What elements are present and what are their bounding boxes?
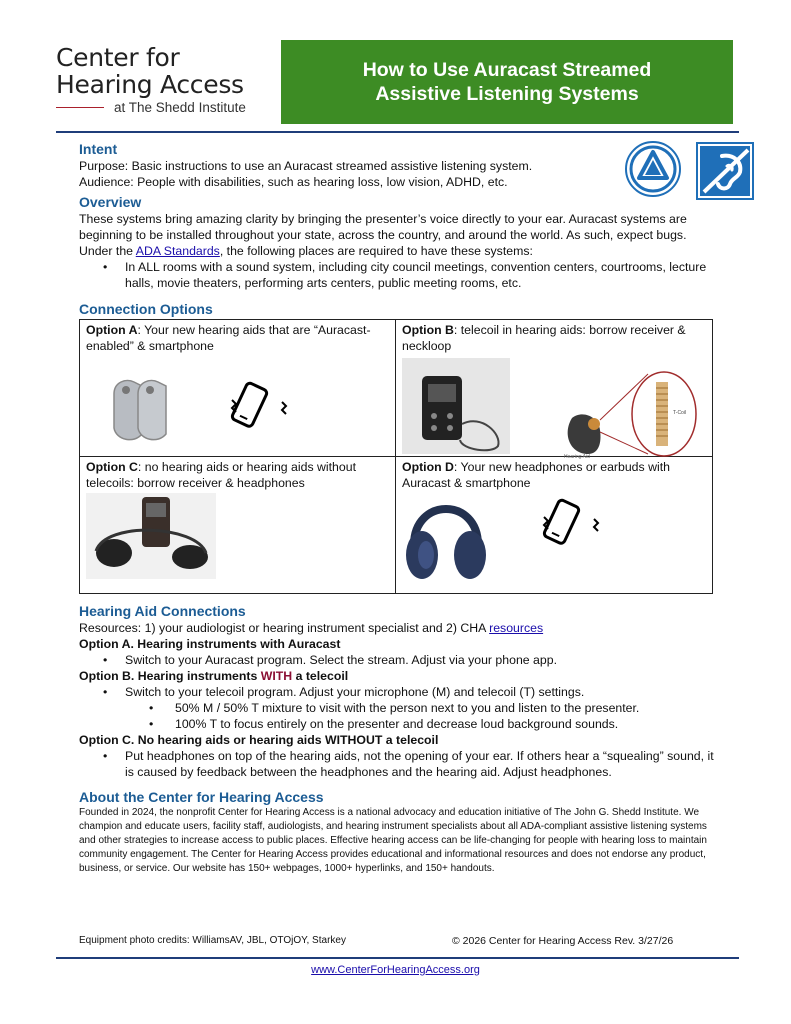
hac-option-b-sub-2: • 100% T to focus entirely on the presenter and decrease loud background sounds. <box>175 716 719 732</box>
hac-heading: Hearing Aid Connections <box>79 603 246 619</box>
intent-heading: Intent <box>79 141 118 157</box>
copyright: © 2026 Center for Hearing Access Rev. 3/27/26 <box>452 935 674 947</box>
receiver-with-headphones-image <box>86 493 216 579</box>
receiver-with-neckloop-image <box>402 358 510 454</box>
hearing-aids-image <box>114 381 166 440</box>
hac-option-b-heading: Option B. Hearing instruments WITH a telecoil <box>79 669 349 683</box>
logo-line-1: Center for <box>56 43 180 72</box>
title-banner <box>281 40 733 124</box>
ada-standards-link[interactable]: ADA Standards <box>135 244 220 258</box>
footer <box>0 964 791 976</box>
connection-options-table <box>79 319 713 594</box>
overview-bullet: • In ALL rooms with a sound system, including city council meetings, convention centers, courtrooms, lecture halls, movie theaters, performing arts centers, public meeting rooms, etc. <box>125 259 719 291</box>
photo-credits: Equipment photo credits: WilliamsAV, JBL, OTOjOY, Starkey <box>79 935 346 946</box>
resources-link[interactable]: resources <box>489 621 544 635</box>
bottom-rule <box>56 957 739 959</box>
about-section <box>79 788 719 876</box>
hac-option-c-bullet: • Put headphones on top of the hearing aids, not the opening of your ear. If others hear a “squealing” sound, it is caused by feedback between the headphones and the hearing aid. Adjust headphones. <box>125 748 719 780</box>
overview-section <box>79 193 719 291</box>
option-c-cell: Option C: no hearing aids or hearing aids without telecoils: borrow receiver & headphones <box>80 457 396 594</box>
hac-option-c-heading: Option C. No hearing aids or hearing aids WITHOUT a telecoil <box>79 733 439 747</box>
option-d-cell: Option D: Your new headphones or earbuds with Auracast & smartphone <box>396 457 713 594</box>
title-line-2: Assistive Listening Systems <box>375 83 639 105</box>
logo-line-2: Hearing Access <box>56 70 244 99</box>
hac-option-b-bullet: • Switch to your telecoil program. Adjust your microphone (M) and telecoil (T) settings. <box>125 684 719 700</box>
connection-heading: Connection Options <box>79 301 213 317</box>
hearing-aid-caption: Hearing Aid <box>564 454 590 460</box>
option-b-cell: Option B: telecoil in hearing aids: borrow receiver & neckloop Hearing Aid T-Coil <box>396 320 713 457</box>
hac-option-a-heading: Option A. Hearing instruments with Auracast <box>79 637 341 651</box>
hac-option-a-bullet: • Switch to your Auracast program. Select the stream. Adjust via your phone app. <box>125 652 719 668</box>
website-link[interactable]: www.CenterForHearingAccess.org <box>311 964 480 976</box>
intent-audience: Audience: People with disabilities, such as hearing loss, low vision, ADHD, etc. <box>79 175 508 189</box>
option-a-cell: Option A: Your new hearing aids that are “Auracast-enabled” & smartphone <box>80 320 396 457</box>
hac-resources: Resources: 1) your audiologist or hearing instrument specialist and 2) CHA resources <box>79 621 544 635</box>
about-heading: About the Center for Hearing Access <box>79 789 324 805</box>
overview-heading: Overview <box>79 194 142 210</box>
t-coil-caption: T-Coil <box>673 410 687 416</box>
top-rule <box>56 131 739 133</box>
intent-purpose: Purpose: Basic instructions to use an Auracast streamed assistive listening system. <box>79 159 533 173</box>
logo-line-3: at The Shedd Institute <box>56 100 266 115</box>
hac-option-b-sub-1: • 50% M / 50% T mixture to visit with the person next to you and listen to the presenter. <box>175 700 719 716</box>
main-content <box>79 140 719 876</box>
about-text: Founded in 2024, the nonprofit Center for Hearing Access is a national advocacy and education initiative of The John G. Shedd Institute. We champion and educate users, facility staff, audiologists, and hearing instrument specialists about all ADA-compliant assistive listening systems and other strategies to increase access to public places. Effective hearing access can be life-changing for people with hearing loss to maintain community engagement. The Center for Hearing Access provides educational and informational resources and does not endorse any product, business, or service. Our website has 150+ webpages, 1000+ hyperlinks, and 150+ handouts. <box>79 807 707 874</box>
overview-text: These systems bring amazing clarity by bringing the presenter’s voice directly to your ear. Auracast systems are beginning to be installed throughout your state, across the country, and around the world. As such, expect bugs. Under the ADA Standards, the following places are required to have these systems: <box>79 212 687 258</box>
hac-section <box>79 602 719 780</box>
headphones-image <box>406 509 486 579</box>
intent-section <box>79 140 719 190</box>
title-line-1: How to Use Auracast Streamed <box>362 59 652 81</box>
logo <box>56 44 266 115</box>
